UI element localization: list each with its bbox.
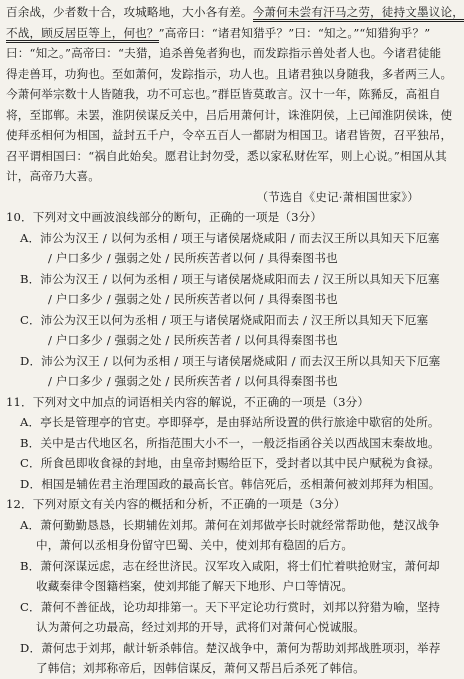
passage-line: 不战，顾反居臣等上，何也？”高帝曰：“诸君知猎乎？”曰：“知之。”“知猎狗乎？”: [6, 23, 433, 44]
passage: [6, 2, 464, 207]
question-10: [6, 207, 441, 392]
wavy-underlined-text: 不战，顾反居臣等上，何也？: [6, 26, 159, 43]
option-continuation: / 户口多少 / 强弱之处 / 民所疾苦者以何 / 具得秦图书也: [48, 251, 338, 265]
wavy-underlined-text: 今萧何未尝有汗马之劳，徒持文墨议论，: [253, 5, 464, 22]
option-d: D．沛公为汉王 / 以何为丞相 / 项王与诸侯屠烧咸阳 / 而去汉王所以具知天下厄塞: [20, 353, 441, 368]
option-d: D．相国是辅佐君主治理国政的最高长官。韩信死后，丞相萧何被刘邦拜为相国。: [20, 476, 441, 491]
passage-line: 将，至邯郸。未罢，淮阴侯谋反关中，吕后用萧何计，诛淮阴侯，上已闻淮阴侯诛，使: [6, 107, 453, 122]
option-continuation: / 户口多少 / 强弱之处 / 民所疾苦者以何 / 具得秦图书也: [48, 292, 338, 306]
option-a: A．萧何勤勤恳恳，长期辅佐刘邦。萧何在刘邦做亭长时就经常帮助他，楚汉战争: [20, 517, 440, 532]
option-a: A．沛公为汉王 / 以何为丞相 / 项王与诸侯屠烧咸阳 / 而去汉王所以具知天下厄塞: [20, 230, 440, 245]
option-continuation: / 户口多少 / 强弱之处 / 民所疾苦者 / 以何具得秦图书也: [48, 374, 338, 388]
option-b: B．萧何深谋远虑，志在经世济民。汉军攻入咸阳，将士们忙着哄抢财宝，萧何却: [20, 558, 440, 573]
option-continuation: 了韩信；刘邦称帝后，因韩信谋反，萧何又帮吕后杀死了韩信。: [36, 661, 365, 675]
question-12: [6, 494, 441, 679]
question-11: [6, 392, 441, 495]
source-citation: （节选自《史记·萧相国世家》）: [256, 189, 419, 204]
option-c: C．所食邑即收食禄的封地，由皇帝封赐给臣下，受封者以其中民户赋税为食禄。: [20, 456, 441, 470]
option-continuation: 收藏秦律令图籍档案，使刘邦能了解天下地形、户口等情况。: [36, 579, 354, 593]
option-b: B．沛公为汉王 / 以何为丞相 / 项王与诸侯屠烧咸阳而去 / 汉王所以具知天下厄塞: [20, 271, 440, 286]
option-d: D．萧何忠于刘邦，献计斩杀韩信。楚汉战争中，萧何为帮助刘邦战胜项羽，举荐: [20, 640, 441, 655]
option-c: C．萧何不善征战，论功却排第一。天下平定论功行赏时，刘邦以狩猎为喻，坚持: [20, 599, 441, 614]
passage-line: 计，高帝乃大喜。: [6, 169, 100, 183]
question-stem: 11．下列对文中加点的词语相关内容的解说，不正确的一项是（3分）: [6, 394, 370, 409]
option-continuation: 认为萧何之功最高，经过刘邦的开导，武将们对萧何心悦诚服。: [36, 620, 365, 634]
passage-line: 召平谓相国曰：“祸自此始矣。愿君让封勿受，悉以家私财佐军，则上心说。”相国从其: [6, 148, 447, 163]
question-stem: 10．下列对文中画波浪线部分的断句，正确的一项是（3分）: [6, 210, 323, 224]
option-b: B．关中是古代地区名，所指范围大小不一，一般泛指函谷关以西战国末秦故地。: [20, 435, 440, 450]
option-continuation: / 户口多少 / 强弱之处 / 民所疾苦者 / 以何具得秦图书也: [48, 333, 338, 347]
passage-line: 使拜丞相何为相国，益封五千户，令卒五百人一都尉为相国卫。诸君皆贺，召平独吊，: [6, 128, 453, 142]
passage-line: 得走兽耳，功狗也。至如萧何，发踪指示，功人也。且诸君独以身随我，多者两三人。: [6, 66, 453, 81]
option-continuation: 中，萧何以丞相身份留守巴蜀、关中，使刘邦有稳固的后方。: [36, 538, 354, 552]
passage-line: 曰：“知之。”高帝曰：“夫猎，追杀兽兔者狗也，而发踪指示兽处者人也。今诸君徒能: [6, 46, 442, 60]
option-a: A．亭长是管理亭的官吏。亭即驿亭，是由驿站所设置的供行旅途中歇宿的处所。: [20, 415, 440, 429]
question-stem: 12．下列对原文有关内容的概括和分析，不正确的一项是（3分）: [6, 497, 346, 511]
option-c: C．沛公为汉王以何为丞相 / 项王与诸侯屠烧咸阳而去 / 汉王所以具知天下厄塞: [20, 312, 429, 327]
passage-line: 今萧何举宗数十人皆随我，功不可忘也。”群臣皆莫敢言。汉十一年，陈豨反，高祖自: [6, 87, 441, 101]
passage-line: 百余战，少者数十合，攻城略地，大小各有差。今萧何未尝有汗马之劳，徒持文墨议论，: [6, 2, 433, 23]
